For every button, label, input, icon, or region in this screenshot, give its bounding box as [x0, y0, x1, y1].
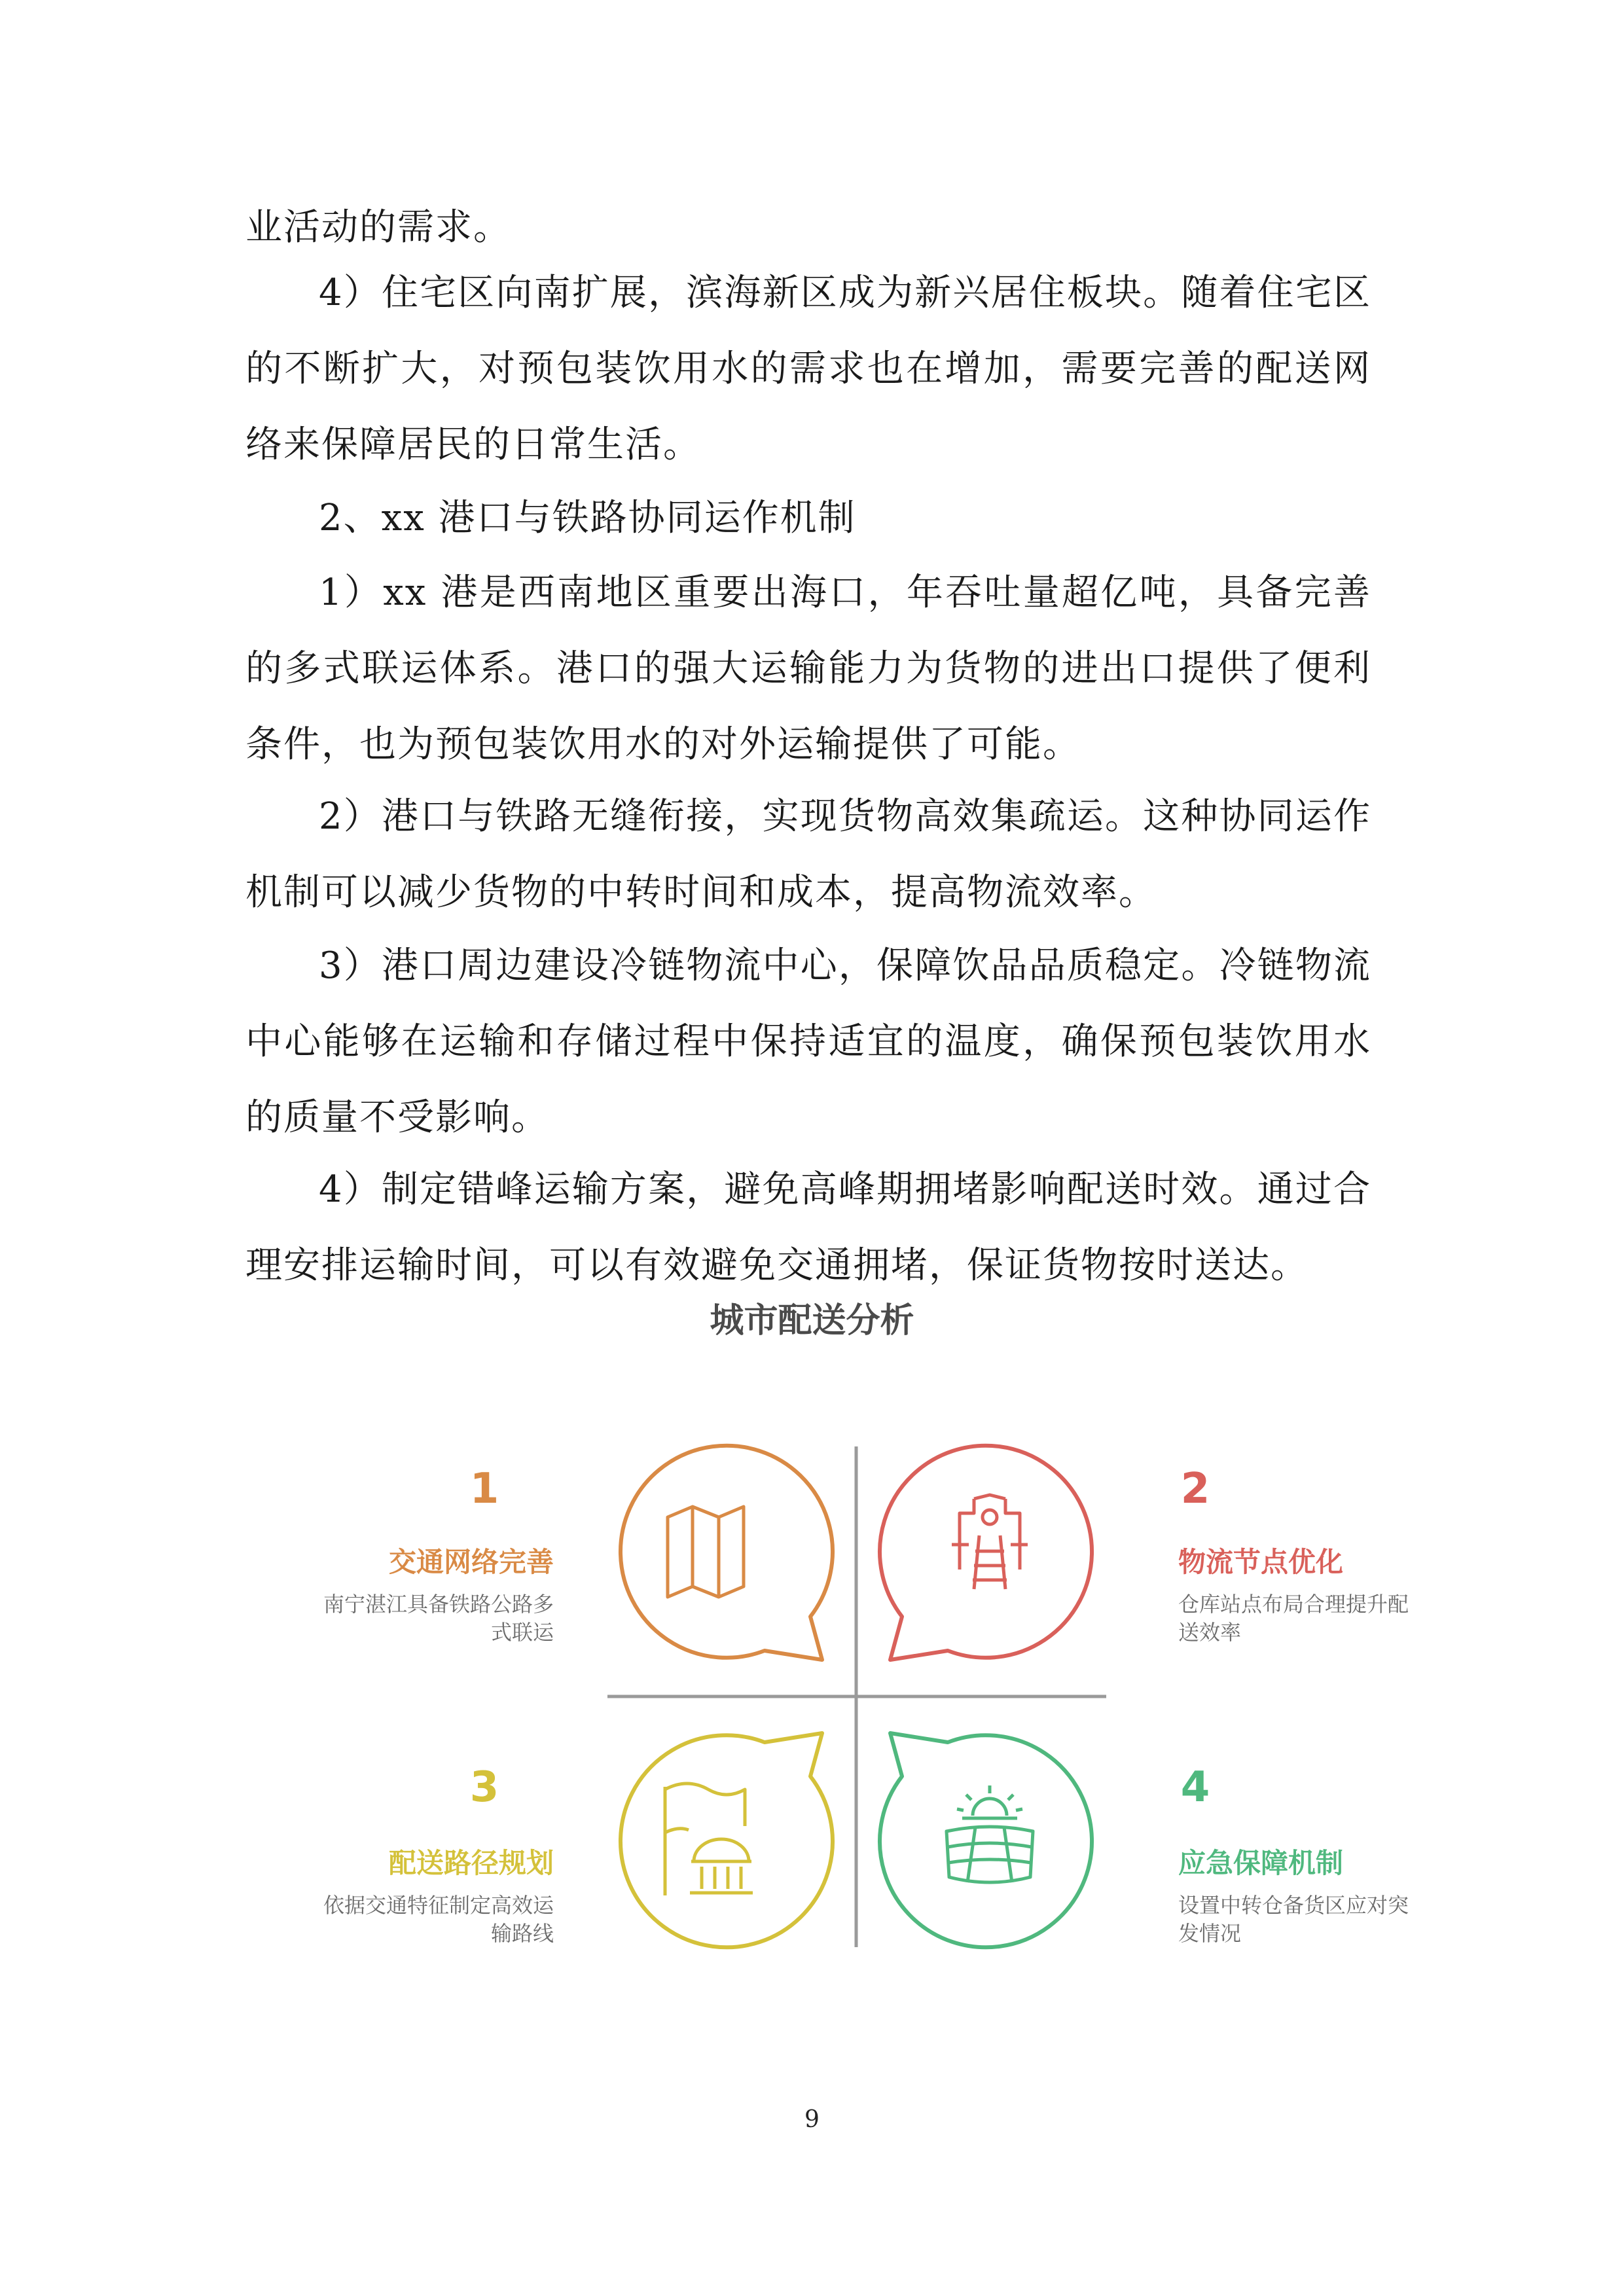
paragraph-port-1: 1）xx 港是西南地区重要出海口，年吞吐量超亿吨，具备完善的多式联运体系。港口的强大运输能力为货物的进出口提供了便利条件，也为预包装饮用水的对外运输提供了可能。	[245, 571, 1371, 766]
figure-title: 城市配送分析	[710, 1301, 914, 1340]
quadrant-3-desc: 依据交通特征制定高效运输路线	[323, 1893, 554, 1946]
flag-building-icon	[665, 1784, 753, 1895]
sunrise-field-icon	[947, 1785, 1033, 1882]
quadrant-1-title: 交通网络完善	[388, 1546, 554, 1578]
quadrant-2-desc: 仓库站点布局合理提升配送效率	[1178, 1592, 1409, 1645]
section-heading: 2、xx 港口与铁路协同运作机制	[319, 497, 856, 539]
paragraph-port-2: 2）港口与铁路无缝衔接，实现货物高效集疏运。这种协同运作机制可以减少货物的中转时间和成本，提高物流效率。	[245, 795, 1371, 914]
bubble-1	[621, 1446, 833, 1660]
quadrant-2-title: 物流节点优化	[1178, 1546, 1344, 1578]
quadrant-4-desc: 设置中转仓备货区应对突发情况	[1178, 1893, 1409, 1946]
quadrant-1-number: 1	[469, 1465, 499, 1513]
quadrant-3-title: 配送路径规划	[388, 1847, 554, 1879]
quadrant-4-number: 4	[1180, 1763, 1210, 1812]
railway-station-icon	[952, 1495, 1028, 1589]
paragraph-port-4: 4）制定错峰运输方案，避免高峰期拥堵影响配送时效。通过合理安排运输时间，可以有效避免交通拥堵，保证货物按时送达。	[245, 1168, 1371, 1287]
paragraph-residential: 4）住宅区向南扩展，滨海新区成为新兴居住板块。随着住宅区的不断扩大，对预包装饮用水的需求也在增加，需要完善的配送网络来保障居民的日常生活。	[245, 272, 1371, 466]
paragraph-port-3: 3）港口周边建设冷链物流中心，保障饮品品质稳定。冷链物流中心能够在运输和存储过程中保持适宜的温度，确保预包装饮用水的质量不受影响。	[245, 944, 1371, 1139]
quadrant-2-number: 2	[1180, 1465, 1210, 1513]
map-icon	[668, 1507, 744, 1597]
quadrant-1-desc: 南宁湛江具备铁路公路多式联运	[323, 1592, 554, 1645]
bubble-4	[880, 1733, 1092, 1947]
page-number: 9	[804, 2106, 820, 2133]
quadrant-4-title: 应急保障机制	[1178, 1847, 1344, 1879]
paragraph-continuation: 业活动的需求。	[245, 206, 511, 249]
quadrant-3-number: 3	[469, 1763, 499, 1812]
